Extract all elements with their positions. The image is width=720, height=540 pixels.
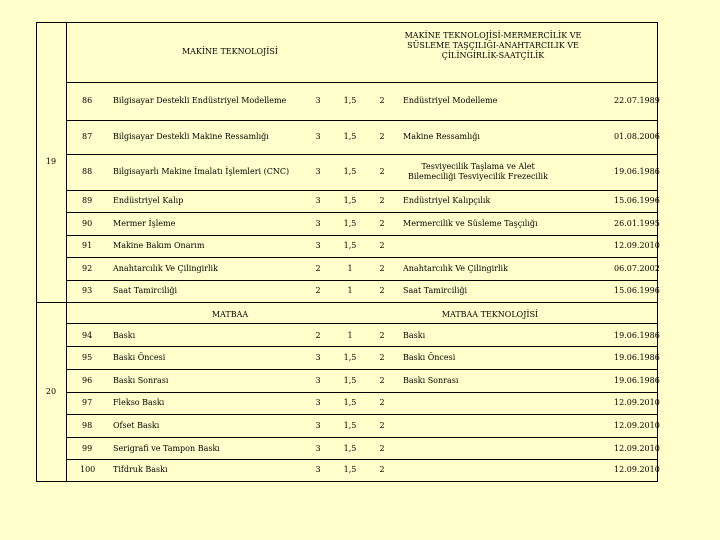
row-date: 26.01.1995	[614, 219, 660, 228]
row-no: 88	[82, 167, 93, 176]
row-course: Mermer İşleme	[113, 219, 176, 228]
row-date: 22.07.1989	[614, 96, 660, 105]
row-course: Tifdruk Baskı	[113, 465, 168, 474]
row-a: 2	[315, 331, 321, 340]
row-field: Baskı	[403, 331, 426, 340]
row-a: 2	[315, 264, 321, 273]
row-date: 19.06.1986	[614, 376, 660, 385]
row-date: 12.09.2010	[614, 444, 660, 453]
row-c: 2	[379, 331, 385, 340]
row-c: 2	[379, 465, 385, 474]
row-b: 1,5	[343, 96, 357, 105]
row-no: 97	[82, 398, 93, 407]
row-course: Endüstriyel Kalıp	[113, 196, 184, 205]
row-no: 94	[82, 331, 93, 340]
row-no: 91	[82, 241, 93, 250]
row-no: 89	[82, 196, 93, 205]
table-border	[37, 23, 658, 482]
row-no: 99	[82, 444, 93, 453]
row-course: Baskı Sonrası	[113, 376, 169, 385]
row-course: Baskı	[113, 331, 136, 340]
row-no: 90	[82, 219, 93, 228]
row-a: 3	[315, 376, 321, 385]
row-c: 2	[379, 96, 385, 105]
row-course: Saat Tamirciliği	[113, 286, 178, 295]
row-c: 2	[379, 196, 385, 205]
row-no: 86	[82, 96, 93, 105]
group-number-19: 19	[45, 157, 57, 166]
row-no: 87	[82, 132, 93, 141]
row-a: 3	[315, 167, 321, 176]
row-b: 1	[347, 264, 353, 273]
row-c: 2	[379, 241, 385, 250]
row-course: Bilgisayar Destekli Makine Ressamlığı	[113, 132, 269, 141]
row-date: 19.06.1986	[614, 353, 660, 362]
row-a: 3	[315, 421, 321, 430]
row-b: 1,5	[343, 465, 357, 474]
row-no: 95	[82, 353, 93, 362]
row-field: Makine Ressamlığı	[403, 132, 480, 141]
row-b: 1,5	[343, 241, 357, 250]
row-b: 1,5	[343, 421, 357, 430]
row-field: Baskı Öncesi	[403, 353, 456, 362]
row-a: 3	[315, 132, 321, 141]
row-field: Endüstriyel Modelleme	[403, 96, 498, 105]
row-field: Mermercilik ve Süsleme Taşçılığı	[403, 219, 538, 228]
row-a: 3	[315, 96, 321, 105]
row-no: 96	[82, 376, 93, 385]
header-left-title: MAKİNE TEKNOLOJİSİ	[181, 47, 279, 56]
row-no: 92	[82, 264, 93, 273]
row-c: 2	[379, 132, 385, 141]
row-course: Ofset Baskı	[113, 421, 160, 430]
row-b: 1,5	[343, 132, 357, 141]
row-c: 2	[379, 353, 385, 362]
row-b: 1,5	[343, 376, 357, 385]
row-date: 15.06.1996	[614, 196, 660, 205]
row-date: 06.07.2002	[614, 264, 660, 273]
row-field: Anahtarcılık Ve Çilingirlik	[403, 264, 508, 273]
row-no: 98	[82, 421, 93, 430]
row-b: 1,5	[343, 167, 357, 176]
row-field: Saat Tamirciliği	[403, 286, 468, 295]
row-date: 12.09.2010	[614, 241, 660, 250]
row-b: 1,5	[343, 219, 357, 228]
row-a: 3	[315, 398, 321, 407]
row-c: 2	[379, 421, 385, 430]
row-course: Flekso Baskı	[113, 398, 165, 407]
row-date: 19.06.1986	[614, 331, 660, 340]
row-course: Anahtarcılık Ve Çilingirlik	[113, 264, 218, 273]
row-date: 01.08.2006	[614, 132, 660, 141]
row-a: 3	[315, 353, 321, 362]
row-c: 2	[379, 398, 385, 407]
row-field: Endüstriyel Kalıpçılık	[403, 196, 491, 205]
row-date: 12.09.2010	[614, 398, 660, 407]
row-course: Serigrafi ve Tampon Baskı	[113, 444, 220, 453]
section-right-title: MATBAA TEKNOLOJİSİ	[441, 310, 539, 319]
row-a: 3	[315, 465, 321, 474]
row-course: Bilgisayarlı Makine İmalatı İşlemleri (CNC)	[113, 167, 290, 176]
row-date: 12.09.2010	[614, 421, 660, 430]
row-c: 2	[379, 376, 385, 385]
row-a: 3	[315, 241, 321, 250]
header-right-title: MAKİNE TEKNOLOJİSİ-MERMERCİLİK VE SÜSLEME TAŞÇILIĞI-ANAHTARCILIK VE ÇİLİNGİRLİK-SAATÇİLİK	[404, 31, 582, 60]
row-b: 1,5	[343, 196, 357, 205]
row-b: 1,5	[343, 353, 357, 362]
row-b: 1,5	[343, 398, 357, 407]
row-field: Baskı Sonrası	[403, 376, 459, 385]
row-b: 1	[347, 331, 353, 340]
section-left-title: MATBAA	[211, 310, 249, 319]
group-number-20: 20	[45, 387, 57, 396]
row-c: 2	[379, 444, 385, 453]
row-no: 93	[82, 286, 93, 295]
row-course: Bilgisayar Destekli Endüstriyel Modelleme	[113, 96, 287, 105]
row-a: 3	[315, 444, 321, 453]
row-no: 100	[80, 465, 96, 474]
row-date: 19.06.1986	[614, 167, 660, 176]
row-date: 15.06.1996	[614, 286, 660, 295]
row-b: 1	[347, 286, 353, 295]
row-a: 2	[315, 286, 321, 295]
row-c: 2	[379, 286, 385, 295]
row-b: 1,5	[343, 444, 357, 453]
row-date: 12.09.2010	[614, 465, 660, 474]
row-course: Baskı Öncesi	[113, 353, 166, 362]
row-course: Makine Bakım Onarım	[113, 241, 205, 250]
row-c: 2	[379, 219, 385, 228]
row-a: 3	[315, 196, 321, 205]
row-field: Tesviyecilik Taşlama ve Alet Bilemeciliği Tesviyecilik Frezecilik	[408, 162, 548, 181]
row-a: 3	[315, 219, 321, 228]
row-c: 2	[379, 264, 385, 273]
row-c: 2	[379, 167, 385, 176]
